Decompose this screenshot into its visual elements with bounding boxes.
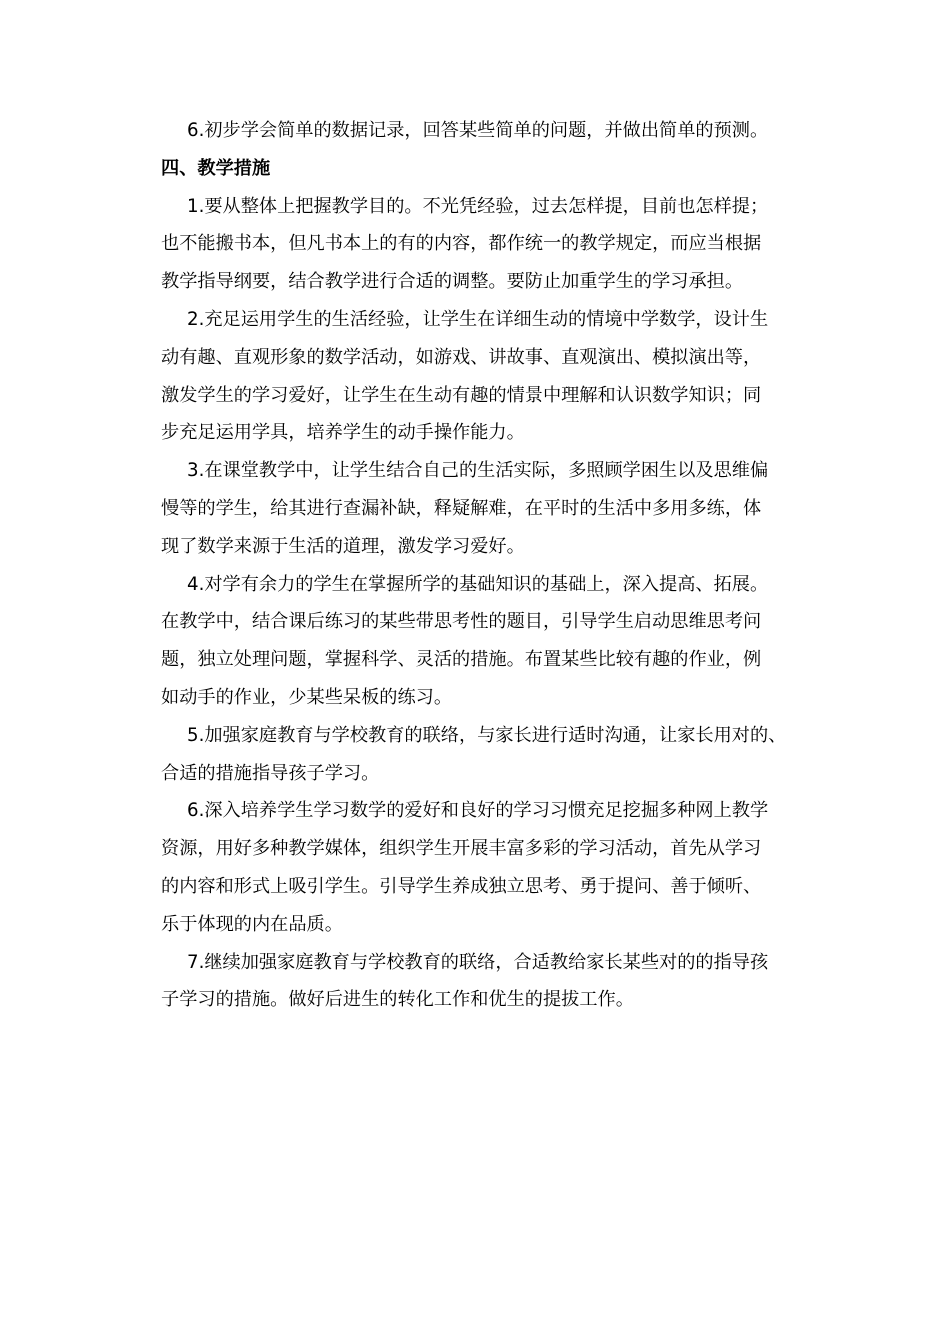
measure-6-line-4: 乐于体现的内在品质。 xyxy=(161,913,343,935)
section-heading-teaching-measures: 四、教学措施 xyxy=(161,157,271,179)
measure-2-line-3: 激发学生的学习爱好，让学生在生动有趣的情景中理解和认识数学知识；同 xyxy=(161,384,762,406)
measure-4-line-1: 4.对学有余力的学生在掌握所学的基础知识的基础上，深入提高、拓展。 xyxy=(187,573,769,595)
measure-5-line-1: 5.加强家庭教育与学校教育的联络，与家长进行适时沟通，让家长用对的、 xyxy=(187,724,787,746)
measure-4-line-3: 题，独立处理问题，掌握科学、灵活的措施。布置某些比较有趣的作业，例 xyxy=(161,649,762,671)
measure-4-line-4: 如动手的作业，少某些呆板的练习。 xyxy=(161,686,453,708)
measure-3-line-1: 3.在课堂教学中，让学生结合自己的生活实际，多照顾学困生以及思维偏 xyxy=(187,460,769,482)
measure-6-line-2: 资源，用好多种教学媒体，组织学生开展丰富多彩的学习活动，首先从学习 xyxy=(161,838,762,860)
item-6-line-1: 6.初步学会简单的数据记录，回答某些简单的问题，并做出简单的预测。 xyxy=(187,120,769,141)
measure-5-line-2: 合适的措施指导孩子学习。 xyxy=(161,762,380,784)
measure-2-line-2: 动有趣、直观形象的数学活动，如游戏、讲故事、直观演出、模拟演出等， xyxy=(161,346,762,368)
measure-1-line-3: 教学指导纲要，结合教学进行合适的调整。要防止加重学生的学习承担。 xyxy=(161,271,744,293)
measure-1-line-1: 1.要从整体上把握教学目的。不光凭经验，过去怎样提，目前也怎样提； xyxy=(187,195,769,217)
measure-4-line-2: 在教学中，结合课后练习的某些带思考性的题目，引导学生启动思维思考问 xyxy=(161,611,762,633)
measure-6-line-3: 的内容和形式上吸引学生。引导学生养成独立思考、勇于提问、善于倾听、 xyxy=(161,875,762,897)
measure-6-line-1: 6.深入培养学生学习数学的爱好和良好的学习习惯充足挖掘多种网上教学 xyxy=(187,800,769,822)
measure-7-line-2: 子学习的措施。做好后进生的转化工作和优生的提拔工作。 xyxy=(161,989,634,1011)
document-body xyxy=(161,112,809,1019)
measure-1-line-2: 也不能搬书本，但凡书本上的有的内容，都作统一的教学规定，而应当根据 xyxy=(161,233,762,255)
measure-3-line-3: 现了数学来源于生活的道理，激发学习爱好。 xyxy=(161,535,525,557)
measure-2-line-4: 步充足运用学具，培养学生的动手操作能力。 xyxy=(161,422,525,444)
measure-3-line-2: 慢等的学生，给其进行查漏补缺，释疑解难，在平时的生活中多用多练，体 xyxy=(161,497,762,519)
measure-2-line-1: 2.充足运用学生的生活经验，让学生在详细生动的情境中学数学，设计生 xyxy=(187,308,769,330)
measure-7-line-1: 7.继续加强家庭教育与学校教育的联络，合适教给家长某些对的的指导孩 xyxy=(187,951,769,973)
